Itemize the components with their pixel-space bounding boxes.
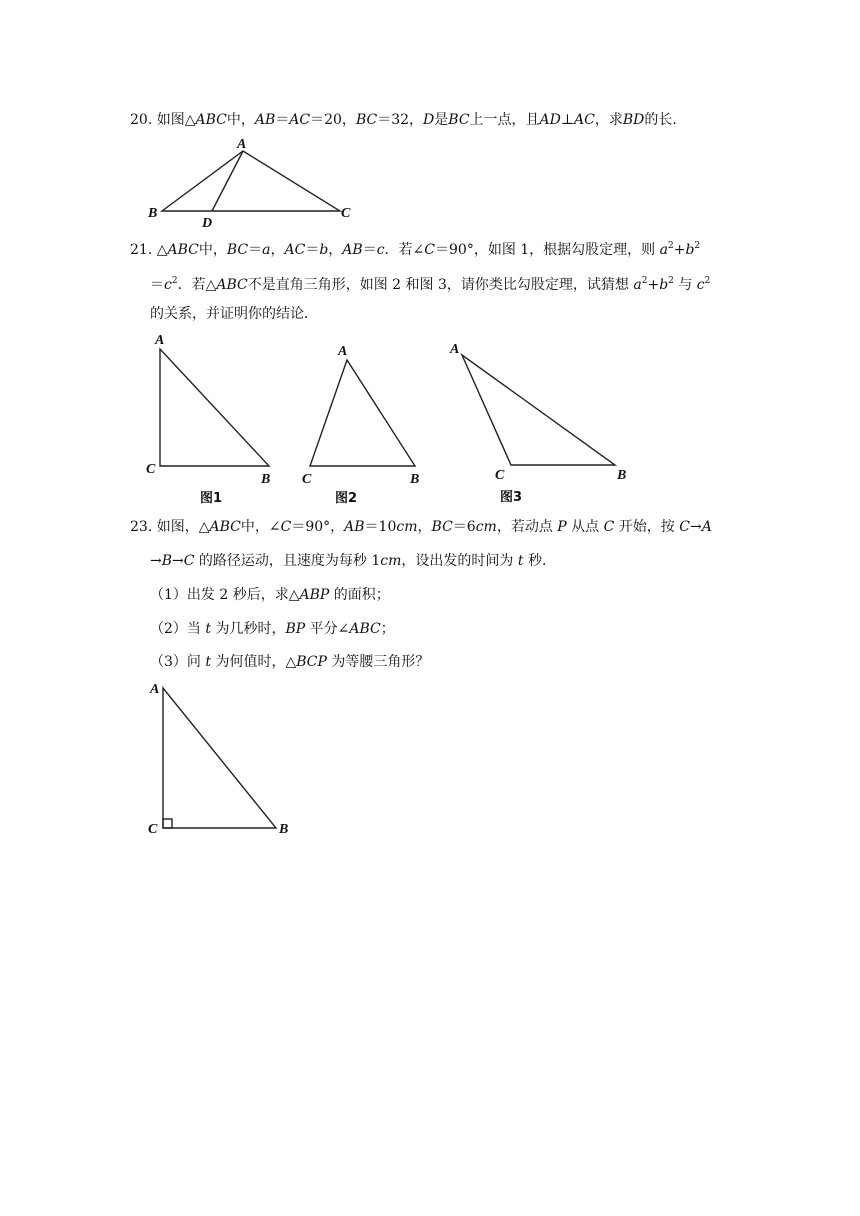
text-segment: 的长． — [644, 112, 687, 128]
arrow-symbol: → — [689, 519, 702, 535]
math-var: AB — [342, 242, 363, 258]
problem-21-line-1 — [130, 236, 700, 260]
math-var: cm — [475, 519, 497, 535]
text-segment: 中， — [198, 242, 227, 258]
label-d: D — [202, 216, 213, 231]
text-segment: ＝90°，如图 1，根据勾股定理，则 — [435, 242, 660, 258]
math-var: t — [205, 654, 211, 670]
figure-21-2-acute-triangle — [295, 340, 435, 505]
math-var: BP — [285, 621, 306, 637]
segment-ad — [212, 151, 243, 211]
label-a: A — [150, 682, 160, 697]
text-segment: 如图，△ — [156, 519, 210, 535]
text-segment: ．若△ — [177, 277, 217, 293]
math-var: cm — [380, 553, 402, 569]
math-var: BD — [622, 112, 645, 128]
text-segment: 从点 — [566, 519, 604, 535]
math-var: C — [603, 519, 615, 535]
text-segment: 中， — [226, 112, 255, 128]
math-var: A — [701, 519, 712, 535]
math-var: B — [161, 553, 173, 569]
superscript: 2 — [171, 276, 178, 286]
text-segment: 为何值时，△ — [211, 654, 297, 670]
math-var: a — [659, 242, 668, 258]
math-var: C — [424, 242, 435, 258]
caption-fig2: 图2 — [335, 491, 358, 506]
text-segment: ＝6 — [452, 519, 476, 535]
label-c: C — [302, 472, 312, 487]
superscript: 2 — [704, 276, 711, 286]
text-segment: 开始，按 — [614, 519, 680, 535]
caption-fig3: 图3 — [500, 490, 523, 505]
label-b: B — [279, 822, 289, 837]
text-segment: 中，∠ — [240, 519, 281, 535]
figure-21-3-obtuse-triangle — [445, 335, 645, 505]
text-segment: （3）问 — [150, 654, 206, 670]
math-var: ABC — [167, 242, 199, 258]
text-segment: 为等腰三角形？ — [326, 654, 430, 670]
math-var: t — [205, 621, 211, 637]
right-angle-marker — [163, 819, 172, 828]
label-c: C — [495, 468, 505, 483]
text-segment: 为几秒时， — [211, 621, 286, 637]
math-var: AC — [289, 112, 311, 128]
text-segment: 不是直角三角形，如图 2 和图 3，请你类比勾股定理，试猜想 — [247, 277, 634, 293]
text-segment: 平分∠ — [305, 621, 350, 637]
problem-23-line-1 — [130, 517, 712, 537]
math-var: BCP — [296, 654, 327, 670]
label-c: C — [146, 462, 156, 477]
superscript: 2 — [694, 241, 701, 251]
text-segment: ＝10 — [364, 519, 397, 535]
math-var: c — [696, 277, 705, 293]
text-segment: ＝ — [150, 277, 164, 293]
math-var: ABC — [209, 519, 241, 535]
text-segment: ＝20， — [310, 112, 356, 128]
math-var: D — [423, 112, 435, 128]
label-c: C — [341, 206, 351, 221]
triangle-abc — [162, 151, 340, 211]
math-var: a — [633, 277, 642, 293]
figure-20-triangle-abd — [140, 135, 370, 230]
text-segment: （1）出发 2 秒后，求△ — [150, 587, 300, 603]
problem-23-line-2 — [150, 551, 556, 571]
text-segment: 的路径运动，且速度为每秒 1 — [194, 553, 381, 569]
math-var: cm — [396, 519, 418, 535]
label-a: A — [338, 344, 348, 359]
problem-23-number: 23. — [130, 519, 153, 535]
math-var: b — [685, 242, 695, 258]
problem-23-question-3 — [150, 652, 429, 672]
math-var: C — [183, 553, 195, 569]
math-var: C — [280, 519, 292, 535]
math-var: BC — [355, 112, 378, 128]
triangle-abc-fig1 — [160, 349, 269, 466]
text-segment: 如图△ — [156, 112, 196, 128]
caption-fig1: 图1 — [200, 491, 223, 506]
superscript: 2 — [641, 276, 648, 286]
problem-21-line-3 — [150, 304, 318, 324]
figure-21-1-right-triangle — [140, 330, 290, 505]
math-var: P — [557, 519, 567, 535]
problem-23-question-2 — [150, 619, 395, 639]
text-segment: ＝ — [362, 242, 377, 258]
math-var: ABC — [216, 277, 248, 293]
superscript: 2 — [667, 241, 674, 251]
problem-20-text — [130, 110, 686, 130]
text-segment: 上一点，且 — [469, 112, 540, 128]
text-segment: ， — [270, 242, 285, 258]
triangle-abc-fig3 — [462, 355, 615, 465]
label-a: A — [450, 342, 460, 357]
math-var: AB — [344, 519, 365, 535]
math-var: ABC — [195, 112, 227, 128]
label-a: A — [155, 333, 165, 348]
text-segment: ＝ — [248, 242, 263, 258]
text-segment: 是 — [434, 112, 449, 128]
problem-21-number: 21. — [130, 242, 153, 258]
text-segment: + — [673, 242, 686, 258]
math-var: ABP — [299, 587, 330, 603]
math-var: a — [262, 242, 271, 258]
math-var: AB — [254, 112, 276, 128]
math-var: c — [164, 277, 172, 293]
text-segment: ＝ — [275, 112, 290, 128]
text-segment: + — [647, 277, 660, 293]
arrow-symbol: → — [172, 553, 184, 569]
text-segment: ＝ — [305, 242, 320, 258]
text-segment: ⊥ — [560, 112, 575, 128]
math-var: BC — [431, 519, 453, 535]
triangle-abc-fig23 — [163, 688, 276, 828]
problem-23-question-1 — [150, 585, 390, 605]
text-segment: 秒． — [523, 553, 556, 569]
label-a: A — [237, 137, 247, 152]
math-var: b — [319, 242, 329, 258]
triangle-abc-fig2 — [310, 360, 415, 466]
text-segment: ，设出发的时间为 — [401, 553, 518, 569]
text-segment: ， — [328, 242, 343, 258]
label-b: B — [261, 472, 271, 487]
math-var: AC — [574, 112, 595, 128]
math-var: AC — [284, 242, 306, 258]
text-segment: 与 — [673, 277, 697, 293]
math-var: AD — [539, 112, 561, 128]
text-segment: ＝32， — [377, 112, 424, 128]
text-segment: 的关系，并证明你的结论． — [150, 306, 318, 322]
label-b: B — [617, 468, 627, 483]
text-segment: ．若∠ — [384, 242, 425, 258]
text-segment: ，若动点 — [496, 519, 558, 535]
text-segment: △ — [156, 242, 168, 258]
math-var: C — [679, 519, 690, 535]
problem-20-number: 20. — [130, 112, 153, 128]
math-var: ABC — [349, 621, 381, 637]
text-segment: ； — [380, 621, 395, 637]
figure-23-right-triangle — [140, 675, 300, 845]
text-segment: ， — [417, 519, 432, 535]
text-segment: （2）当 — [150, 621, 206, 637]
math-var: BC — [448, 112, 470, 128]
text-segment: 的面积； — [329, 587, 390, 603]
label-b: B — [148, 206, 158, 221]
math-var: c — [376, 242, 385, 258]
text-segment: ，求 — [594, 112, 623, 128]
math-var: t — [517, 553, 524, 569]
math-var: BC — [226, 242, 249, 258]
superscript: 2 — [668, 276, 674, 286]
label-b: B — [410, 472, 420, 487]
math-var: b — [659, 277, 669, 293]
arrow-symbol: → — [150, 553, 162, 569]
problem-21-line-2 — [150, 271, 710, 295]
label-c: C — [148, 822, 158, 837]
text-segment: ＝90°， — [291, 519, 345, 535]
